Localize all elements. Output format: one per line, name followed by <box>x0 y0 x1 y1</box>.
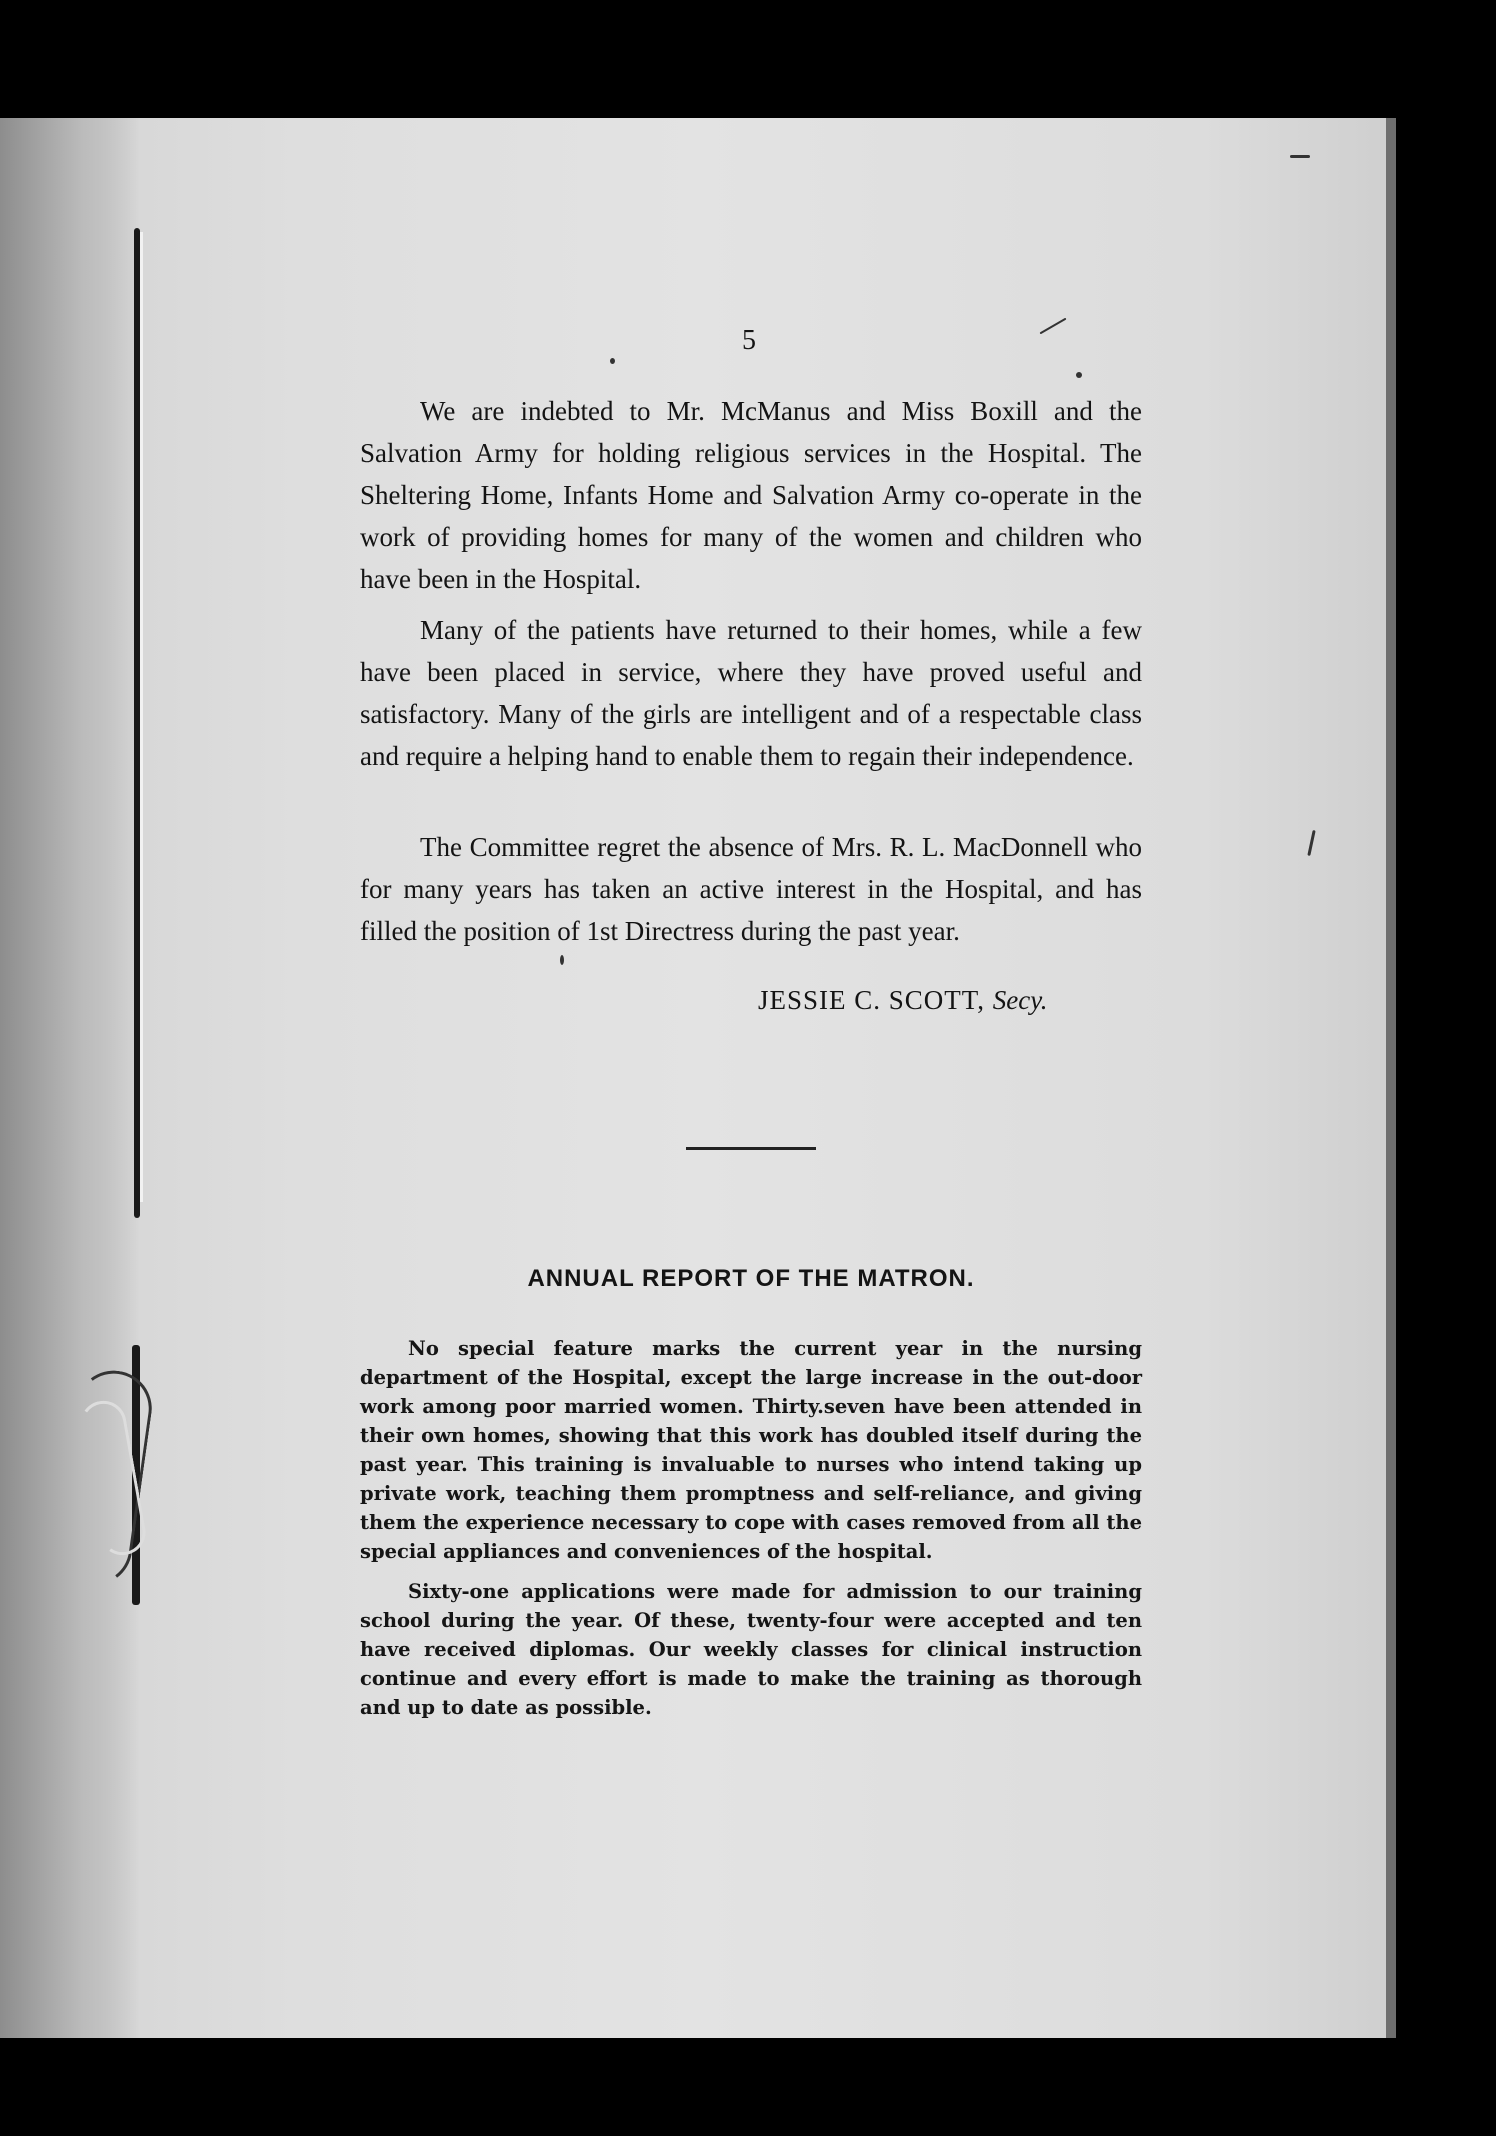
signature-title: Secy. <box>992 985 1048 1015</box>
committee-paragraph-1 <box>360 390 1142 600</box>
matron-paragraph-2 <box>360 1577 1142 1722</box>
ink-speck <box>560 955 564 965</box>
ink-mark <box>1290 155 1310 158</box>
page-edge <box>1386 118 1396 2038</box>
paragraph-text: The Committee regret the absence of Mrs. R. L. MacDonnell who for many years has taken an active interest in the Hospital, and has filled the position of 1st Directress during the past year. <box>360 832 1142 946</box>
page-number: 5 <box>742 325 756 356</box>
paragraph-text: No special feature marks the current year in the nursing department of the Hospital, except the large increase in the out-door work among poor married women. Thirty.seven have been attended in their own homes, showing that this work has doubled itself during the past year. This training is invaluable to nurses who intend taking up private work, teaching them promptness and self-reliance, and giving them the experience necessary to cope with cases removed from all the special appliances and conveniences of the hospital. <box>360 1337 1142 1563</box>
paragraph-text: We are indebted to Mr. McManus and Miss Boxill and the Salvation Army for holding religious services in the Hospital. The Sheltering Home, Infants Home and Salvation Army co-operate in the work of providing homes for many of the women and children who have been in the Hospital. <box>360 396 1142 594</box>
section-divider <box>686 1147 816 1150</box>
committee-paragraph-2 <box>360 609 1142 777</box>
matron-paragraph-1 <box>360 1334 1142 1566</box>
ink-speck <box>610 358 615 364</box>
signature <box>758 985 1048 1016</box>
binding-thread-highlight <box>140 232 143 1202</box>
paragraph-text: Many of the patients have returned to their homes, while a few have been placed in service, where they have proved useful and satisfactory. Many of the girls are intelligent and of a respectable class and require a helping hand to enable them to regain their independence. <box>360 615 1142 771</box>
committee-paragraph-3 <box>360 826 1142 952</box>
binding-shadow <box>0 118 140 2038</box>
ink-speck <box>1076 372 1082 378</box>
signature-name: JESSIE C. SCOTT, <box>758 985 986 1015</box>
paragraph-text: Sixty-one applications were made for admission to our training school during the year. Of these, twenty-four were accepted and ten have received diplomas. Our weekly classes for clinical instruction continue and every effort is made to make the training as thorough and up to date as possible. <box>360 1580 1142 1719</box>
section-heading: ANNUAL REPORT OF THE MATRON. <box>527 1265 975 1292</box>
